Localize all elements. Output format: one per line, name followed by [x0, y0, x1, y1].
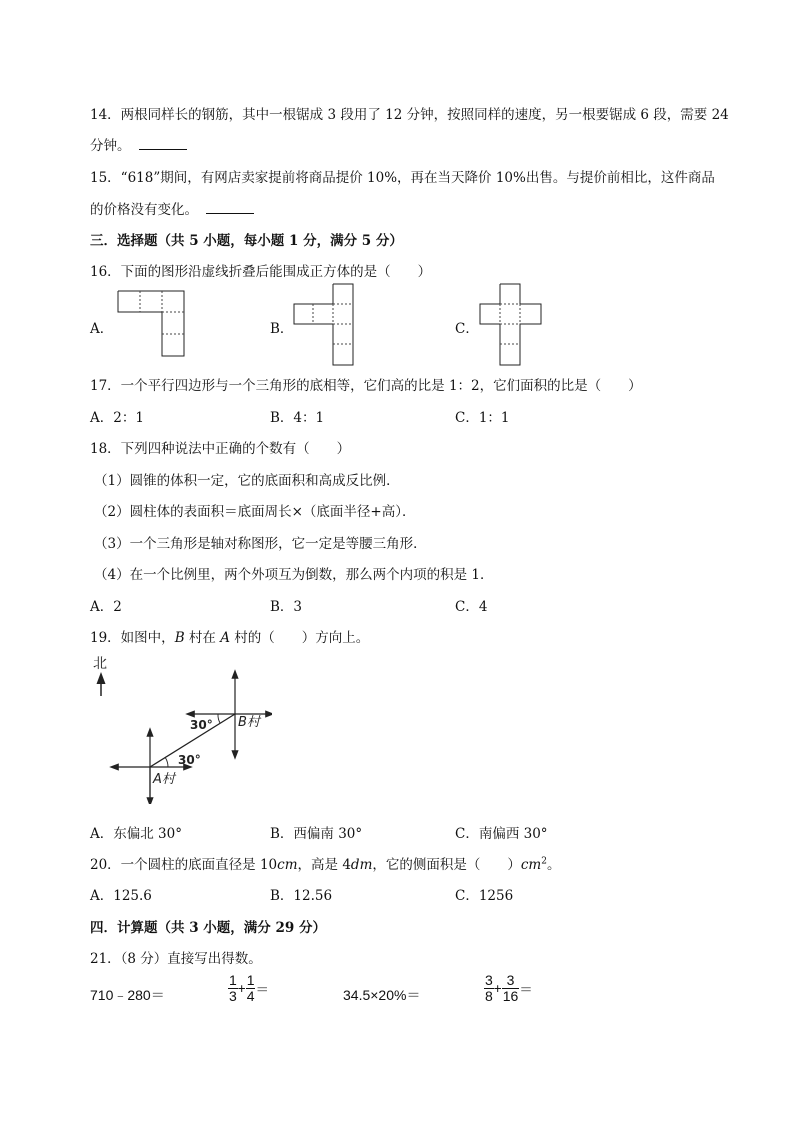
q18-statement-2: （2）圆柱体的表面积＝底面周长×（底面半径+高）． — [94, 504, 416, 520]
angle-label-30-top: 30° — [190, 718, 213, 732]
q20-stem-end: 。 — [546, 857, 561, 873]
q18-statement-3: （3）一个三角形是轴对称图形，它一定是等腰三角形． — [94, 536, 427, 552]
q15-line2 — [90, 198, 254, 218]
equals-sign: ＝ — [255, 982, 269, 998]
q19-stem — [90, 626, 369, 646]
q21-stem: 21．（8 分）直接写出得数。 — [90, 951, 262, 967]
q16-option-b[interactable]: B． — [270, 321, 294, 337]
q19-stem-b: B — [174, 630, 185, 646]
plus-sign: + — [493, 981, 502, 996]
q17-stem: 17．一个平行四边形与一个三角形的底相等，它们高的比是 1：2，它们面积的比是（ ） — [90, 378, 642, 394]
plus-sign: + — [237, 981, 246, 996]
q15-line1: 15．“618”期间，有网店卖家提前将商品提价 10%，再在当天降价 10%出售。与提价前相比，这件商品 — [90, 170, 715, 186]
q17-option-b[interactable]: B．4：1 — [270, 410, 325, 426]
q20-option-b[interactable]: B．12.56 — [270, 888, 333, 904]
q20-stem-pre: 20．一个圆柱的底面直径是 10 — [90, 857, 278, 873]
b-village-label: B村 — [238, 715, 260, 730]
fraction-numerator: 3 — [485, 972, 493, 988]
q14-line2 — [90, 134, 187, 154]
q19-option-c[interactable]: C．南偏西 30° — [455, 826, 548, 842]
q19-stem-a: A — [220, 630, 230, 646]
q21-expr-2 — [228, 973, 269, 1004]
q14-line1: 14．两根同样长的钢筋，其中一根锯成 3 段用了 12 分钟，按照同样的速度，另一根要锯成 6 段，需要 24 — [90, 107, 729, 123]
q19-stem-pre: 19．如图中， — [90, 630, 175, 646]
q21-expr-3: 34.5×20%＝ — [343, 987, 421, 1003]
q14-answer-blank[interactable] — [139, 135, 187, 150]
section3-heading: 三．选择题（共 5 小题，每小题 1 分，满分 5 分） — [90, 233, 403, 249]
fraction-numerator: 3 — [502, 973, 520, 989]
north-label: 北 — [93, 656, 107, 672]
fraction-3-8 — [484, 973, 494, 1004]
q19-option-b[interactable]: B．西偏南 30° — [270, 826, 363, 842]
fraction-1-3 — [228, 973, 238, 1004]
a-village-label: A村 — [153, 772, 175, 787]
section4-heading: 四．计算题（共 3 小题，满分 29 分） — [90, 920, 326, 936]
fraction-denominator: 8 — [485, 988, 493, 1004]
fraction-3-16 — [502, 973, 520, 1004]
q19-direction-diagram — [90, 652, 272, 804]
q20-stem-mid: ，高是 4 — [297, 857, 351, 873]
angle-label-30-bottom: 30° — [178, 753, 201, 767]
q17-option-c[interactable]: C．1：1 — [455, 410, 510, 426]
q18-option-c[interactable]: C．4 — [455, 599, 488, 615]
q21-expr-1: 710﹣280＝ — [90, 987, 165, 1003]
angle-arc-b — [218, 714, 220, 723]
q20-stem — [90, 853, 560, 873]
q20-unit-cm2: cm — [520, 857, 542, 873]
q16-option-c[interactable]: C． — [455, 321, 479, 337]
fraction-denominator: 3 — [229, 988, 237, 1004]
q19-stem-mid: 村在 — [184, 630, 221, 646]
q18-option-b[interactable]: B．3 — [270, 599, 303, 615]
q16-net-c — [479, 283, 543, 367]
q16-net-b — [293, 283, 357, 367]
q16-option-a[interactable]: A． — [90, 321, 114, 337]
q15-answer-blank[interactable] — [206, 199, 254, 214]
q20-option-a[interactable]: A．125.6 — [90, 888, 152, 904]
fraction-denominator: 16 — [502, 988, 519, 1004]
q18-statement-1: （1）圆锥的体积一定，它的底面积和高成反比例． — [94, 473, 400, 489]
q19-stem-post: 村的（ ）方向上。 — [229, 630, 370, 646]
q19-option-a[interactable]: A．东偏北 30° — [90, 826, 182, 842]
q16-net-a — [117, 290, 191, 357]
q18-statement-4: （4）在一个比例里，两个外项互为倒数，那么两个内项的积是 1． — [94, 567, 494, 583]
angle-arc-a — [165, 757, 168, 767]
q16-stem: 16．下面的图形沿虚线折叠后能围成正方体的是（ ） — [90, 264, 432, 280]
q21-expr-4 — [484, 973, 533, 1004]
q20-unit-cm: cm — [277, 857, 298, 873]
fraction-denominator: 4 — [246, 988, 255, 1004]
equals-sign: ＝ — [519, 982, 533, 998]
fraction-1-4 — [246, 973, 256, 1004]
fraction-numerator: 1 — [246, 972, 255, 988]
q20-option-c[interactable]: C．1256 — [455, 888, 514, 904]
q20-stem-post: ，它的侧面积是（ ） — [372, 857, 521, 873]
q14-line2-text: 分钟。 — [90, 138, 131, 154]
q18-option-a[interactable]: A．2 — [90, 599, 122, 615]
q20-superscript: 2 — [541, 856, 547, 867]
q20-unit-dm: dm — [350, 857, 373, 873]
q18-stem: 18．下列四种说法中正确的个数有（ ） — [90, 441, 351, 457]
fraction-numerator: 1 — [229, 972, 237, 988]
q17-option-a[interactable]: A．2：1 — [90, 410, 144, 426]
q15-line2-text: 的价格没有变化。 — [90, 202, 198, 218]
